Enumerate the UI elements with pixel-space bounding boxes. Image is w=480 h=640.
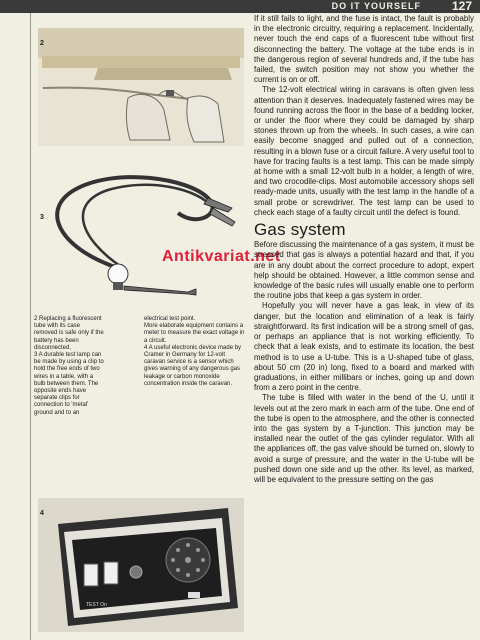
electronic-test-unit-photo-icon	[38, 498, 244, 632]
section-heading: Gas system	[254, 220, 346, 240]
figure-3	[38, 168, 244, 308]
paragraph: If it still fails to light, and the fuse is intact, the fault is probably in the electronic circuitry, requiring a replacement. Incidentally, never touch the end caps of a fluorescent tube without first disconnecting the battery. The voltage at the tube ends is in the dangerous region of several hundreds and, if the tube has failed, the switch position may not show you whether the current is on or off.	[254, 14, 474, 85]
hand-fuse-photo-icon	[38, 28, 244, 146]
figure-4	[38, 498, 244, 632]
figure-2	[38, 28, 244, 146]
paragraph: The 12-volt electrical wiring in caravans is often given less attention than it deserves. Inadequately fastened wires may be found running across the floor in the base of a bedding locker, or under the floor where they could be damaged by sharp stones thrown up from the wheels. In such cases, a wire can easily become snagged and pulled out of a connection, resulting in a blown fuse or a circuit failure. A very useful tool to have for tracing faults is a test lamp. This can be made simply at home with a small 12-volt bulb in a holder, a length of wire, and two crocodile-clips. Most automobile accessory shops sell ready-made units, usually with the test lamp in the handle of a small probe or screwdriver. The test lamp can be used to check each stage of a faulty circuit until the defect is found.	[254, 85, 474, 217]
caption-4: 4 A useful electronic device made by Cramer in Germany for 12-volt caravan service is a sensor which gives warning of any dangerous gas leakage or carbon monoxide concentration inside the caravan.	[144, 344, 242, 387]
paragraph: Before discussing the maintenance of a gas system, it must be stressed that gas is always a potential hazard and that, if you are in any doubt about the correct procedure to adopt, expert help should be obtained. However, a little common sense and knowledge of the basic rules will usually enable one to perform the routine jobs that keep a gas system in order.	[254, 240, 474, 301]
margin-rule	[30, 13, 31, 640]
running-title: DO IT YOURSELF	[331, 1, 421, 11]
figure-4-label: 4	[40, 510, 44, 517]
caption-3: 3 A durable test lamp can be made by using a clip to hold the free ends of two wires in a table, with a bulb between them. The opposite ends have separate clips for connection to 'metal' ground and to an	[34, 352, 104, 416]
test-lamp-illustration-icon	[38, 168, 244, 308]
watermark: Antikvariat.net	[162, 248, 281, 265]
page-number: 127	[451, 0, 472, 13]
body-text	[254, 14, 474, 485]
caption-left	[34, 316, 104, 417]
paragraph: The tube is filled with water in the bend of the U, until it levels out at the zero mark in each arm of the tube. One end of the tube is open to the atmosphere, and the other is connected into the gas system by a T-junction. This junction may be installed near the outlet of the gas cylinder regulator. With all the appliances off, the gas valve should be turned on, slowly to avoid a surge of pressure, and the water in the U-tube will be pushed down one side and up the other. Its level, as marked, will be equivalent to the pressure setting on the gas	[254, 393, 474, 484]
figure-3-label: 3	[40, 214, 44, 221]
figure-2-label: 2	[40, 40, 44, 47]
caption-right	[144, 316, 248, 388]
caption-3-end: electrical test point.	[144, 316, 196, 322]
caption-2: 2 Replacing a fluorescent tube with its case removed is safe only if the battery has been disconnected.	[34, 316, 104, 351]
paragraph: Hopefully you will never have a gas leak, in view of its danger, but the location and elimination of a leak is fairly straightforward. Its first indication will be a strong smell of gas, or perhaps an appliance that is not working efficiently. To check that a leak exists, and to estimate its location, the best method is to use a U-tube. This is a U-shaped tube of glass, about 50 cm (20 in) long, fixed to a board and marked with graduations, in either millibars or inches, going up and down from a zero point in the centre.	[254, 301, 474, 393]
device-switch-label: TEST On	[86, 602, 107, 608]
caption-3b: More elaborate equipment contains a meter to measure the exact voltage in a circuit.	[144, 323, 245, 344]
